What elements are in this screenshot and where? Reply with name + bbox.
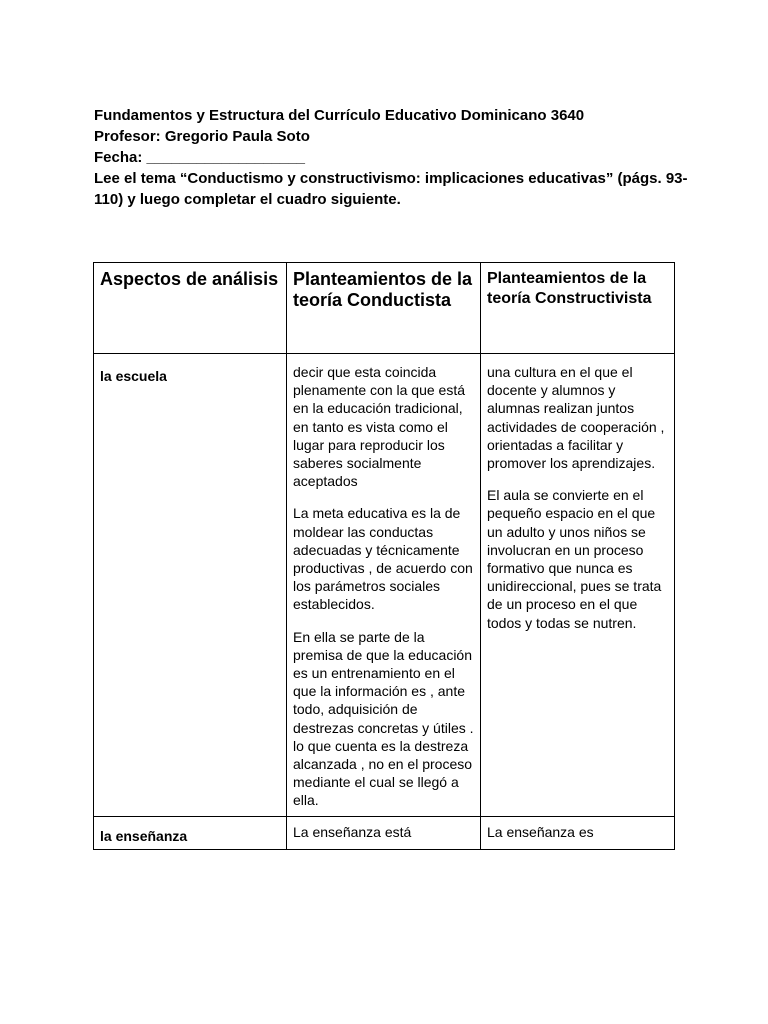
date-line: Fecha: ___________________ [94, 149, 306, 166]
header-conductista-label: Planteamientos de la teoría Conductista [293, 269, 473, 310]
aspect-cell [94, 816, 287, 849]
paragraph: En ella se parte de la premisa de que la educación es un entrenamiento en el que la información es , ante todo, adquisición de destrezas concretas y útiles . lo que cuenta es la destreza alcanzada , no en el proceso mediante el cual se llegó a ella. [293, 628, 474, 809]
paragraph: decir que esta coincida plenamente con la que está en la educación tradicional, en tanto es vista como el lugar para reproducir los saberes socialmente aceptados [293, 364, 466, 490]
header-cell-conductista [287, 263, 481, 354]
professor-line: Profesor: Gregorio Paula Soto [94, 128, 310, 145]
constructivista-cell [481, 354, 675, 817]
paragraph: La meta educativa es la de moldear las conductas adecuadas y técnicamente productivas , de acuerdo con los parámetros sociales establecidos. [293, 505, 473, 613]
paragraph: una cultura en el que el docente y alumnos y alumnas realizan juntos actividades de cooperación , orientadas a facilitar y promover los aprendizajes. [487, 364, 665, 472]
paragraph: El aula se convierte en el pequeño espacio en el que un adulto y unos niños se involucran en un proceso formativo que nunca es unidireccional, pues se trata de un proceso en el que todos y todas se nutren. [487, 487, 662, 631]
aspect-cell [94, 354, 287, 817]
cell-text: La enseñanza está [293, 823, 412, 840]
document-header [94, 105, 714, 210]
constructivista-cell [481, 816, 675, 849]
header-cell-aspects [94, 263, 287, 354]
header-cell-constructivista [481, 263, 675, 354]
table-row [94, 354, 675, 817]
cell-text: La enseñanza es [487, 823, 594, 840]
conductista-cell [287, 816, 481, 849]
comparison-table [93, 262, 675, 850]
instructions: Lee el tema “Conductismo y constructivismo: implicaciones educativas” (págs. 93-110) y luego completar el cuadro siguiente. [94, 170, 688, 208]
table-row [94, 816, 675, 849]
header-constructivista-label: Planteamientos de la teoría Constructivista [487, 270, 652, 307]
header-aspects-label: Aspectos de análisis [100, 269, 279, 289]
course-title: Fundamentos y Estructura del Currículo Educativo Dominicano 3640 [94, 107, 585, 124]
table-header-row [94, 263, 675, 354]
aspect-label: la escuela [100, 368, 167, 384]
aspect-label: la enseñanza [100, 827, 188, 844]
conductista-cell [287, 354, 481, 817]
